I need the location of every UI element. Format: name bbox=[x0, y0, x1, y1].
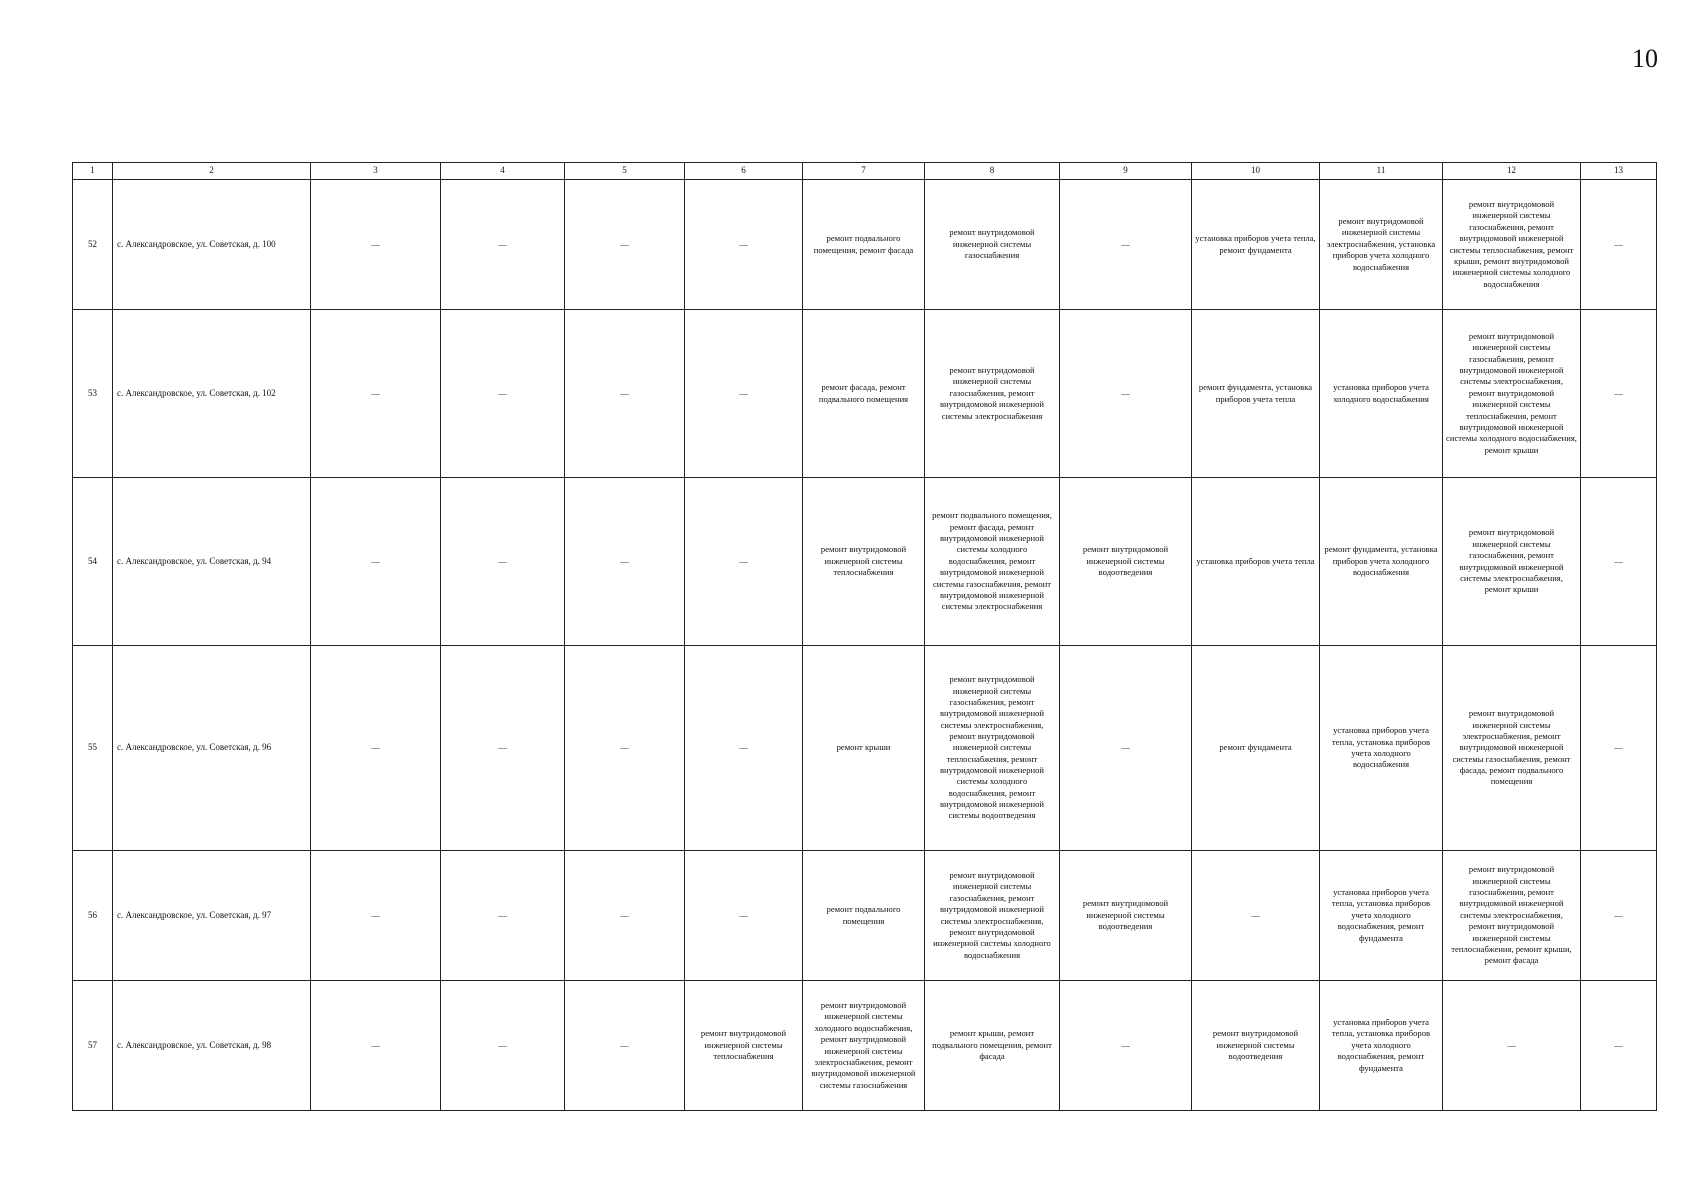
table-cell: ремонт внутридомовой инженерной системы водоотведения bbox=[1060, 851, 1192, 981]
table-cell: установка приборов учета тепла bbox=[1192, 478, 1320, 646]
table-cell: ремонт внутридомовой инженерной системы газоснабжения, ремонт внутридомовой инженерной системы электроснабжения, ремонт внутридомовой инженерной системы холодного водоснабжения bbox=[925, 851, 1060, 981]
table-cell: — bbox=[1581, 851, 1657, 981]
table-row bbox=[73, 851, 1657, 981]
table-cell: ремонт фундамента, установка приборов учета тепла bbox=[1192, 310, 1320, 478]
row-number: 57 bbox=[73, 981, 113, 1111]
table-cell: — bbox=[685, 646, 803, 851]
table-row bbox=[73, 180, 1657, 310]
table-cell: ремонт внутридомовой инженерной системы электроснабжения, установка приборов учета холодного водоснабжения bbox=[1320, 180, 1443, 310]
table-cell: ремонт внутридомовой инженерной системы теплоснабжения bbox=[803, 478, 925, 646]
address-cell: с. Александровское, ул. Советская, д. 98 bbox=[113, 981, 311, 1111]
repair-schedule-table bbox=[72, 162, 1657, 1111]
table-cell: — bbox=[1060, 981, 1192, 1111]
table-cell: — bbox=[311, 310, 441, 478]
table-row bbox=[73, 310, 1657, 478]
table-cell: — bbox=[441, 478, 565, 646]
page-number: 10 bbox=[1632, 44, 1658, 73]
table-cell: ремонт фундамента, установка приборов учета холодного водоснабжения bbox=[1320, 478, 1443, 646]
row-number: 55 bbox=[73, 646, 113, 851]
table-cell: установка приборов учета тепла, установка приборов учета холодного водоснабжения, ремонт фундамента bbox=[1320, 981, 1443, 1111]
row-number: 54 bbox=[73, 478, 113, 646]
table-row bbox=[73, 646, 1657, 851]
table-cell: — bbox=[1060, 646, 1192, 851]
table-cell: ремонт внутридомовой инженерной системы газоснабжения, ремонт внутридомовой инженерной системы электроснабжения, ремонт внутридомовой инженерной системы теплоснабжения, ремонт внутридомовой инженерной системы холодного водоснабжения, ремонт внутридомовой инженерной системы водоотведения bbox=[925, 646, 1060, 851]
column-header: 3 bbox=[311, 163, 441, 180]
column-header: 11 bbox=[1320, 163, 1443, 180]
row-number: 56 bbox=[73, 851, 113, 981]
table-cell: ремонт внутридомовой инженерной системы газоснабжения bbox=[925, 180, 1060, 310]
table-cell: — bbox=[311, 851, 441, 981]
table-cell: ремонт внутридомовой инженерной системы газоснабжения, ремонт внутридомовой инженерной системы электроснабжения bbox=[925, 310, 1060, 478]
table-cell: — bbox=[311, 981, 441, 1111]
table-cell: — bbox=[441, 180, 565, 310]
address-cell: с. Александровское, ул. Советская, д. 96 bbox=[113, 646, 311, 851]
column-header: 9 bbox=[1060, 163, 1192, 180]
table-cell: установка приборов учета тепла, установка приборов учета холодного водоснабжения bbox=[1320, 646, 1443, 851]
address-cell: с. Александровское, ул. Советская, д. 94 bbox=[113, 478, 311, 646]
table-cell: ремонт крыши, ремонт подвального помещения, ремонт фасада bbox=[925, 981, 1060, 1111]
address-cell: с. Александровское, ул. Советская, д. 97 bbox=[113, 851, 311, 981]
table-cell: — bbox=[1060, 310, 1192, 478]
table-cell: ремонт внутридомовой инженерной системы электроснабжения, ремонт внутридомовой инженерной системы газоснабжения, ремонт фасада, ремонт подвального помещения bbox=[1443, 646, 1581, 851]
table-cell: — bbox=[1192, 851, 1320, 981]
table-cell: ремонт внутридомовой инженерной системы газоснабжения, ремонт внутридомовой инженерной системы теплоснабжения, ремонт крыши, ремонт внутридомовой инженерной системы холодного водоснабжения bbox=[1443, 180, 1581, 310]
table-cell: установка приборов учета холодного водоснабжения bbox=[1320, 310, 1443, 478]
table-cell: — bbox=[565, 646, 685, 851]
address-cell: с. Александровское, ул. Советская, д. 102 bbox=[113, 310, 311, 478]
column-header: 4 bbox=[441, 163, 565, 180]
table-cell: ремонт внутридомовой инженерной системы водоотведения bbox=[1060, 478, 1192, 646]
table-cell: — bbox=[1060, 180, 1192, 310]
table-cell: — bbox=[685, 180, 803, 310]
table-row bbox=[73, 981, 1657, 1111]
table-cell: — bbox=[1581, 310, 1657, 478]
table-row bbox=[73, 478, 1657, 646]
table-cell: — bbox=[441, 646, 565, 851]
table-cell: — bbox=[311, 646, 441, 851]
address-cell: с. Александровское, ул. Советская, д. 100 bbox=[113, 180, 311, 310]
column-header: 10 bbox=[1192, 163, 1320, 180]
column-header: 1 bbox=[73, 163, 113, 180]
row-number: 52 bbox=[73, 180, 113, 310]
table-cell: ремонт внутридомовой инженерной системы газоснабжения, ремонт внутридомовой инженерной системы электроснабжения, ремонт крыши bbox=[1443, 478, 1581, 646]
table-cell: — bbox=[565, 180, 685, 310]
table-cell: ремонт крыши bbox=[803, 646, 925, 851]
table-cell: — bbox=[1443, 981, 1581, 1111]
table-cell: — bbox=[1581, 646, 1657, 851]
table-cell: установка приборов учета тепла, установка приборов учета холодного водоснабжения, ремонт фундамента bbox=[1320, 851, 1443, 981]
column-header: 6 bbox=[685, 163, 803, 180]
table-cell: — bbox=[311, 478, 441, 646]
column-header: 7 bbox=[803, 163, 925, 180]
table-cell: — bbox=[311, 180, 441, 310]
table-cell: — bbox=[565, 478, 685, 646]
table-cell: — bbox=[565, 851, 685, 981]
table-cell: ремонт внутридомовой инженерной системы газоснабжения, ремонт внутридомовой инженерной системы электроснабжения, ремонт внутридомовой инженерной системы теплоснабжения, ремонт крыши, ремонт фасада bbox=[1443, 851, 1581, 981]
table-cell: установка приборов учета тепла, ремонт фундамента bbox=[1192, 180, 1320, 310]
table-cell: — bbox=[565, 310, 685, 478]
table-cell: ремонт подвального помещения, ремонт фасада bbox=[803, 180, 925, 310]
row-number: 53 bbox=[73, 310, 113, 478]
table-cell: — bbox=[441, 981, 565, 1111]
table-cell: ремонт подвального помещения bbox=[803, 851, 925, 981]
column-header: 12 bbox=[1443, 163, 1581, 180]
column-number-row bbox=[73, 163, 1657, 180]
table-cell: — bbox=[685, 478, 803, 646]
table-cell: — bbox=[1581, 478, 1657, 646]
table-cell: — bbox=[685, 851, 803, 981]
table-cell: ремонт подвального помещения, ремонт фасада, ремонт внутридомовой инженерной системы холодного водоснабжения, ремонт внутридомовой инженерной системы газоснабжения, ремонт внутридомовой инженерной системы электроснабжения bbox=[925, 478, 1060, 646]
table-cell: — bbox=[441, 310, 565, 478]
table-cell: — bbox=[441, 851, 565, 981]
column-header: 13 bbox=[1581, 163, 1657, 180]
table-cell: ремонт внутридомовой инженерной системы холодного водоснабжения, ремонт внутридомовой инженерной системы электроснабжения, ремонт внутридомовой инженерной системы газоснабжения bbox=[803, 981, 925, 1111]
column-header: 5 bbox=[565, 163, 685, 180]
table-cell: — bbox=[1581, 180, 1657, 310]
table-cell: ремонт внутридомовой инженерной системы газоснабжения, ремонт внутридомовой инженерной системы электроснабжения, ремонт внутридомовой инженерной системы теплоснабжения, ремонт внутридомовой инженерной системы холодного водоснабжения, ремонт крыши bbox=[1443, 310, 1581, 478]
table-cell: ремонт внутридомовой инженерной системы водоотведения bbox=[1192, 981, 1320, 1111]
column-header: 8 bbox=[925, 163, 1060, 180]
table-cell: — bbox=[1581, 981, 1657, 1111]
table-cell: — bbox=[685, 310, 803, 478]
table-cell: ремонт фундамента bbox=[1192, 646, 1320, 851]
table-cell: — bbox=[565, 981, 685, 1111]
column-header: 2 bbox=[113, 163, 311, 180]
table-cell: ремонт фасада, ремонт подвального помещения bbox=[803, 310, 925, 478]
table-cell: ремонт внутридомовой инженерной системы теплоснабжения bbox=[685, 981, 803, 1111]
